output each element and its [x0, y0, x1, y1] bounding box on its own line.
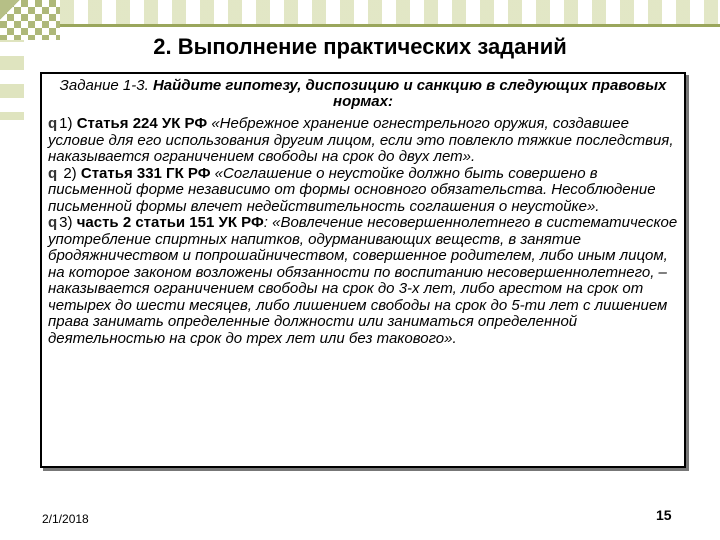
law-text: : «Вовлечение несовершеннолетнего в систематическое употребление спиртных напитков, одурманивающих веществ, в занятие бродяжничеством и попрошайничеством, совершенное родителем, либо иным лицом, на которое законом возложены обязанности по воспитанию несовершеннолетнего, – наказывается ограничением свободы на срок до 3-х лет, либо арестом на срок от четырех до шести месяцев, либо лишением свободы на срок до 5-ти лет с лишением права занимать определенные должности или заниматься определенной деятельностью на срок до трех лет или без такового». — [48, 214, 678, 347]
task-lead: Задание 1-3. — [59, 77, 149, 94]
item-number: 1) — [59, 115, 77, 132]
law-text: «Соглашение о неустойке должно быть совершено в письменной форме независимо от формы основного обязательства. Несоблюдение письменной формы влечет недействительность соглашения о неустойке». — [48, 164, 656, 215]
task-text: Найдите гипотезу, диспозицию и санкцию в следующих правовых нормах: — [148, 77, 667, 110]
item-number: 3) — [59, 214, 77, 231]
bullet-icon: q — [48, 214, 58, 231]
content-box — [40, 72, 686, 468]
bullet-icon: q — [48, 115, 58, 132]
task-heading — [48, 78, 678, 110]
bullet-icon: q — [48, 164, 58, 182]
title-divider — [60, 24, 720, 27]
item-number: 2) — [59, 164, 81, 182]
list-item-1 — [48, 116, 678, 166]
slide-title: 2. Выполнение практических заданий — [153, 34, 567, 59]
law-reference: часть 2 статьи 151 УК РФ — [76, 214, 264, 231]
law-text: «Небрежное хранение огнестрельного оружия, создавшее условие для его использования другим лицом, если это повлекло тяжкие последствия, наказывается ограничением свободы на срок до двух лет». — [48, 115, 674, 165]
list-item-2 — [48, 166, 678, 216]
page-number: 15 — [656, 507, 672, 523]
decorative-top-strip — [60, 0, 720, 24]
slide-date: 2/1/2018 — [42, 512, 89, 526]
law-reference: Статья 331 ГК РФ — [80, 164, 211, 182]
law-reference: Статья 224 УК РФ — [76, 115, 208, 132]
list-item-3 — [48, 215, 678, 347]
